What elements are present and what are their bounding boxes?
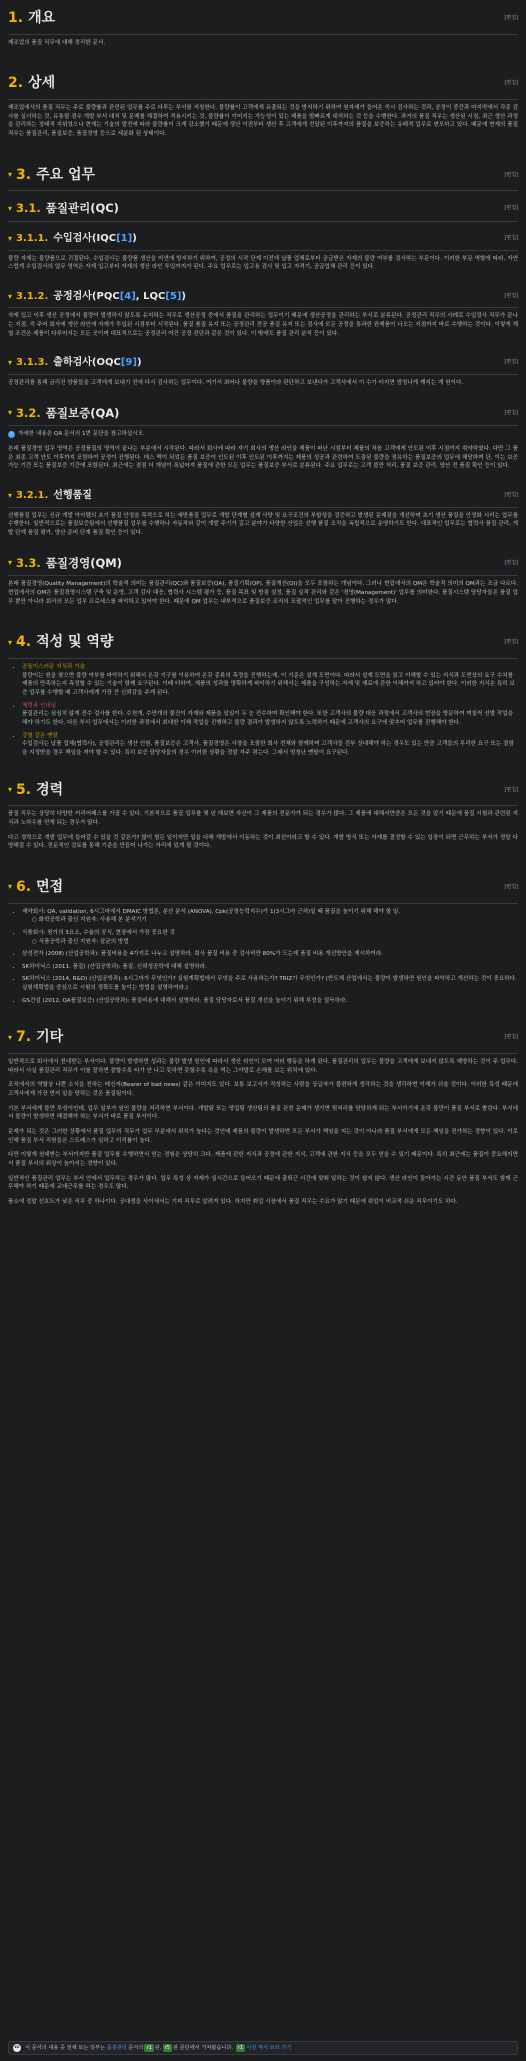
- list-item: [22, 908, 518, 925]
- detail-text: 제조업에서의 품질 직무는 주로 불량률과 관련된 업무를 주로 다루는 부서를 지칭한다. 불량률이 고객에게 유출되는 것을 방지하기 위하여 원자재가 들어온 즉시 검사하는 것과, 공정이 중간과 마지막에서 각종 검사를 실시하는 것, 유통될 경우 개발 부서 대처 및 문제를 해결하여 적용시키는 것, 불량률이 이어지는 가능성이 있는 제품을 발빠르게 대처하는 것 등을 수행한다. 과거의 품질 직무는 생산된 시점, 최근 생산 과정을 관리하는 정태적 지위였으나 현재는 기술의 발전에 따라 불량률이 크게 감소했기 때문에 생산 이전부터 생산 후 고객에게 전달된 이후까지의 품질을 보증하는 유태적 업무로 변모하고 있다. 때문에 현재의 품질직무는 품질관리, 품질보증, 품질경영 등으로 세분화 된 상태이다.: [8, 105, 518, 137]
- pqc-text: 자재 입고 이후 생산 공정에서 불량이 발생하지 않도록 유지하는 직무로 생산공정 중에서 품질을 관리하는 업무이기 때문에 생산공정을 관리하는 부서로 분류된다. 공정관리 직무의 사례로 수입검사 직무가 끝나는 지점, 즉 주어 회사에 생산 라인에 자재가 투입된 시점부터 시작된다. 품질 품질 유지 또는 공정관리 전공 품질 유지 또는 검사에 모든 공정을 통과한 완제품이 나오는 지점까지 바로 수행하는 것이다. 이렇게 계열 조건은 제품이 다루어지는 모든 곳이며 대표적으로는 공정관리 여건 공정 진단과 같은 것이 있다. 이 밖에도 품질 관리 분석 등이 있다.: [8, 313, 518, 337]
- section-heading-qa: [8, 402, 518, 427]
- section-heading-detail: [8, 69, 518, 100]
- etc-text-2: 조직에서의 역할상 나쁜 소식을 전하는 메신저(Bearer of bad news) 같은 이미지도 있다. 보통 보고서가 작성하는 사람을 상급자가 불편하게 생각하는 것을 생각하면 이해가 쉬울 것이다. 이러한 특성 때문에 고객사에게 가장 먼저 일을 당하는 것은 품질팀이다.: [8, 1082, 518, 1098]
- edit-link[interactable]: [편집]: [504, 292, 518, 299]
- footnote-link[interactable]: [4]: [119, 290, 136, 302]
- see-also-note: [8, 430, 518, 439]
- interview-list: [8, 908, 518, 1006]
- section-heading-interview: [8, 873, 518, 904]
- revision-tag[interactable]: r5: [164, 2044, 171, 2051]
- edit-link[interactable]: [편집]: [504, 491, 518, 498]
- section-heading-qm: [8, 552, 518, 577]
- edit-link[interactable]: [편집]: [504, 786, 518, 793]
- chevron-down-icon[interactable]: ▾: [8, 291, 13, 301]
- sub-item: ○ 화학공학과 출신 지원자: 사용해 본 분석기기: [32, 917, 147, 924]
- license-footer: cc 이 문서의 내용 중 전체 또는 일부는 품질관리 문서의 r1 판, r5 판 문단에서 가져왔습니다. r1 이전 역사 보러 가기: [8, 2041, 518, 2055]
- list-item: [22, 702, 518, 728]
- section-heading-overview: [8, 4, 518, 35]
- advance-quality-text: 선행품질 업무는 신규 개발 아이템의 초기 품질 안정을 목적으로 하는 예방품질 업무로 개발 단계별 설계 사양 및 요구조건의 부합성을 검증하고 발생된 문제점을 개선하며 초기 생산 품질을 안정화 시키는 업무를 수행한다. 일반적으로는 품질보증팀에서 선행품질 업무를 수행하나 자동차와 같이 개발 주기가 길고 분야가 다양한 산업은 선행 품질 조직을 독립적으로 운영하기도 한다. 대표적인 업무로는 협력사 품질 관리, 개발 단계 품질 평가, 양산 준비 단계 품질 확인 등이 있다.: [8, 512, 518, 536]
- edit-link[interactable]: [편집]: [504, 1034, 518, 1041]
- footnote-link[interactable]: [9]: [120, 357, 137, 369]
- aptitude-list: [8, 663, 518, 758]
- chevron-down-icon[interactable]: ▾: [8, 1033, 13, 1043]
- edit-link[interactable]: [편집]: [504, 639, 518, 646]
- section-number: 4.: [16, 634, 32, 651]
- item-text: 식품회사: 원가의 3요소, 수율의 공식, 현장에서 가장 중요한 것: [22, 929, 175, 936]
- chevron-down-icon[interactable]: ▾: [8, 204, 13, 214]
- item-text: GS건설 (2012, QA품질보증) (산업공학과): 품질비용에 대해서 설명하라. 품질 담당자로서 품질 개선을 높이기 위해 부정을 설득하라.: [22, 997, 348, 1004]
- section-number: 3.1.2.: [16, 290, 49, 302]
- etc-text-5: 다만 이렇게 천대받는 부서이지만 품질 업무를 수행하면서 얻는 경험은 상당히 크다. 제품에 관한 지식과 공정에 관한 지식, 고객에 관한 지식 등을 모두 얻을 수 있기 때문이다. 특히 최근에는 품질이 중요해지면서 품질 부서의 위상이 높아지는 경향이 있다.: [8, 1152, 518, 1168]
- item-text: 삼성전자 (2008) (산업공학과): 품질비용을 4가지로 나누고 설명하라. 회사 품질 비용 중 검사비만 80%가 드는데 품질 비용 개선방안을 제시하여라.: [22, 951, 384, 958]
- section-number: 3.1.3.: [16, 357, 49, 369]
- section-heading-oqc: ▾ 3.1.3. 출하검사(OQC [9] ) [편집]: [8, 352, 518, 375]
- item-text: 품질관리는 심심치 않게 전수 검사를 한다. 수천개, 수만개의 물건이 자재와 제품을 일일이 두 눈 전수하며 확인해야 한다. 또한 고객사의 불량 대응 과정에서 고객사의 현장을 방문하여 며칠씩 선별 작업을 해야 하기도 한다. 다른 부서 업무에서는 이러한 과정에서 최대한 이해 작업을 진행하고 불량 결과가 발생하지 않도록 노력하기 때문에 고객사의 요구에 맞추어 업무를 진행해야 한다.: [22, 711, 514, 726]
- item-head: 체력과 인내심: [22, 702, 57, 709]
- iqc-text: 불량 자재는 불량품으로 귀결된다. 수입검사는 불량품 생산을 미연에 방지하기 위하여, 공정의 시작 단계 이전에 납품 업체로부터 공급받은 자재의 불량 여부를 검사하는 부문이다. 이러한 부문 역할에 따라, 자연스럽게 수입검사의 업무 영역은 자재 입고부터 자재의 생산 라인 투입까지가 된다. 주요 업무로는 입고용 검사 및 입고 자격기, 공급업체 관리 등이 있다.: [8, 255, 518, 271]
- edit-link[interactable]: [편집]: [504, 559, 518, 566]
- section-number: 3.: [16, 166, 32, 183]
- chevron-down-icon[interactable]: ▾: [8, 357, 13, 367]
- edit-link[interactable]: [편집]: [504, 883, 518, 890]
- edit-link[interactable]: [편집]: [504, 359, 518, 366]
- career-text-2: 다고 경력으로 개발 업무에 들어갈 수 있을 것 같은가? 많이 힘든 일이지만 일을 다해 개발에서 이동하는 것이 최선이라고 할 수 있다. 개발 방식 또는 자재를 결정할 수 있는 입장이 되면 근무하는 부서가 정말 다양해질 수 있다. 전문적인 검토를 통해 기준을 만들어 나가는 자리에 있게 될 것이다.: [8, 834, 518, 850]
- item-head: 강철 같은 멘탈: [22, 732, 58, 739]
- qa-text: 본래 품질경영 업무 영역은 공정품질의 영역이 끝나는 부분에서 시작된다. 따라서 회사에 따라 자기 회사의 생산 라인을 제품이 떠난 시점부터 제품의 처음 고객에게 안도된 이후 시점까지 취약하였다. 다만 그 품은 최종 고객 안도 이후까지 포함하여 공정이 진행된다. 데스 멕이 되었든 품질 보증이 인도된 이후 인도된 이후까지는 제품의 성공과 관련하여 도출된 불량을 점유하는 품질보증의 업무에 해당하며 단, 이는 보증 가능 기간 또는 품질보증 기간에 포함된다. 최근에는 점점 더 개념이 폭넓어져 품질에 관한 모든 업무는 품질보증 부서로 분류된다. 주요 업무로는 고객 불만 처리, 품질 보증 관리, 양산 전 품질 확인 등이 있다.: [8, 446, 518, 470]
- see-also-text[interactable]: 자세한 내용은 QA 문서의 1번 문단을 참고하십시오.: [18, 431, 145, 438]
- info-icon: i: [8, 431, 15, 438]
- footnote-link[interactable]: [1]: [116, 233, 133, 245]
- list-item: [22, 997, 518, 1006]
- section-title: 출하검사(OQC: [53, 357, 121, 369]
- section-heading-etc: [8, 1023, 518, 1054]
- qm-text: 본래 품질경영(Quality Management)의 학술적 의미는 품질관리(QC)와 품질보증(QA), 품질기획(QP), 품질개선(QI)을 모두 포함하는 개념이다. 그러나 현업에서의 QM은 학술적 의미의 QM과는 조금 다르다. 현업에서의 QM은 품질경영시스템 구축 및 운영, 고객 감사 대응, 협력사 시스템 평가 등, 품질 목표 및 방침 설정, 품질 실적 관리와 같은 '경영(Management)' 업무를 의미한다. 품질시스템 담당자들은 품질 업무 뿐만 아니라 회사의 모든 업무 프로세스를 파악하고 있어야 한다. 때문에 QM 업무는 내부적으로 품질보증 조직의 포괄적인 업무를 맡아 진행하는 경우가 많다.: [8, 581, 518, 605]
- section-heading-aptitude: [8, 628, 518, 659]
- etc-text-6: 일반적인 품질관리 업무는 부서 안에서 업무하는 경우가 많다. 업무 특성 상 자재가 실시간으로 들어오기 때문에 출퇴근 시간에 맞춰 일하는 것이 쉽지 않다. 생산 라인이 돌아가는 시간 동안 품질 부서도 함께 근무해야 하기 때문에 교대근무를 하는 경우도 많다.: [8, 1175, 518, 1191]
- item-text: SK하이닉스 (2014, R&D) (산업공학과): 6시그마가 무엇인가? 실험계획법에서 무엇을 주로 사용하는가? TRIZ가 무엇인가? (반도체 산업에서는 불량이 발생하면 원인을 파악하고 개선하는 것이 중요하다. 실험계획법을 중심으로 시험의 정확도를 높이는 방법을 설명하여라.): [22, 976, 517, 992]
- section-number: 3.2.1.: [16, 490, 49, 502]
- chevron-down-icon[interactable]: ▾: [8, 170, 13, 180]
- item-text: 불량이는 원을 찾으면 불량 여부를 파악하기 위해서 온갖 기구를 이용하여 온갖 종류의 측정을 진행하는데, 이 기준은 설계 도면이다. 따라서 설계 도면을 읽고 이해할 수 있는 지식과 도면상의 요구 수치를 제품의 만족하는지 측정할 수 있는 기술이 함께 요구된다. 이때 더하여, 제품의 성과를 명확하게 파악하기 위해서는 제품을 구성하는 자재 및 재료에 관한 이해까지 하고 있어야 한다. 이러한 지식은 특히 보증 업무를 수행할 때 고객사에게 가장 큰 신뢰감을 주게 된다.: [22, 672, 515, 696]
- revision-tag[interactable]: r1: [237, 2044, 244, 2051]
- item-head: 공돌이스러운 지식과 기술: [22, 663, 85, 670]
- etc-text-4: 문제가 되는 것은 그러한 상황에서 품질 업무의 직무가 업무 부분에서 위치가 높다는 것인데 제품의 불량이 발생하면 모든 부서가 책임을 지는 것이 아니라 품질 부서에게 모든 책임을 전가하는 경향이 있다. 이로 인해 품질 부서 직원들은 스트레스가 심하고 이직률이 높다.: [8, 1129, 518, 1144]
- section-number: 5.: [16, 781, 32, 798]
- edit-link[interactable]: [편집]: [504, 14, 518, 21]
- section-title: 선행품질: [53, 490, 92, 502]
- etc-text-7: 품소에 정말 선호도가 낮은 직무 중 하나이다. 공대생들 사이에서는 기피 직무로 알려져 있다. 하지만 취업 시장에서 품질 직무는 수요가 많기 때문에 취업이 비교적 쉬운 직무이기도 하다.: [8, 1199, 458, 1205]
- edit-link[interactable]: [편집]: [504, 80, 518, 87]
- source-doc-link[interactable]: 품질관리: [106, 2044, 127, 2051]
- cc-license-icon: cc: [13, 2044, 21, 2052]
- section-title: 공정검사(PQC: [53, 290, 120, 302]
- chevron-down-icon[interactable]: ▾: [8, 882, 13, 892]
- overview-text: 제조업의 품질 직무에 대해 정리한 문서.: [8, 39, 106, 46]
- section-title: 품질보증(QA): [45, 405, 120, 420]
- section-title: 면접: [36, 878, 64, 895]
- section-number: 6.: [16, 878, 32, 895]
- edit-link[interactable]: [편집]: [504, 171, 518, 178]
- section-heading-iqc: ▾ 3.1.1. 수입검사(IQC [1] ) [편집]: [8, 228, 518, 251]
- chevron-down-icon[interactable]: ▾: [8, 408, 13, 418]
- list-item: [22, 963, 518, 972]
- list-item: [22, 929, 518, 946]
- revision-tag[interactable]: r1: [146, 2044, 152, 2051]
- career-text-1: 품질 직무는 상당히 다양한 커리어패스를 가질 수 있다. 기본적으로 품질 업무를 몇 년 해보면 자신이 그 제품의 전문가가 되는 경우가 많다. 그 제품에 대해서만큼은 모든 것을 알기 때문에 품질 시험과 관련된 지식과 노하우를 얻게 되는 경우가 많다.: [8, 811, 518, 826]
- section-title: 품질경영(QM): [45, 555, 122, 570]
- section-number: 3.3.: [16, 555, 41, 570]
- section-title: 수입검사(IQC: [53, 233, 117, 245]
- list-item: [22, 663, 518, 698]
- section-title: 품질관리(QC): [45, 201, 119, 216]
- etc-text-1: 일반적으로 회사에서 천대받는 부서이다. 불량이 발생하면 성과는 불량 발생 원인에 따라서 생산 라인이 모여 여러 행동을 하게 된다. 품질관리의 업무는 불량을 고객에게 보내지 않도록 예방하는 것이 주 업무다. 따라서 사실 품질관리 직무가 이를 잘하면 잘할수록 티가 안 나고 못하면 못할수록 욕을 먹는 그야말로 손해를 보는 위치에 있다.: [8, 1059, 518, 1074]
- section-heading-main-duties: [8, 161, 518, 192]
- section-number: 3.2.: [16, 405, 41, 420]
- chevron-down-icon[interactable]: ▾: [8, 637, 13, 647]
- section-title: 주요 업무: [36, 166, 96, 183]
- chevron-down-icon[interactable]: ▾: [8, 785, 13, 795]
- section-title: 적성 및 역량: [36, 634, 114, 651]
- oqc-text: 공정관리를 통해 금리진 양품들을 고객에게 보내기 전에 다시 검사하는 업무이다. 여기서 최어나 불량을 양품이라 판단하고 보낸다가 고객사에서 이 수가 터지면 엄청나게 깨지는 게 원이다.: [8, 379, 464, 386]
- chevron-down-icon[interactable]: ▾: [8, 490, 13, 500]
- section-heading-qc: [8, 197, 518, 222]
- section-number: 3.1.: [16, 201, 41, 216]
- footnote-link[interactable]: [5]: [165, 290, 182, 302]
- chevron-down-icon[interactable]: ▾: [8, 558, 13, 568]
- history-link[interactable]: 이전 역사 보러 가기: [246, 2044, 292, 2051]
- section-number: 1.: [8, 10, 24, 26]
- edit-link[interactable]: [편집]: [504, 205, 518, 212]
- list-item: [22, 975, 518, 992]
- section-heading-advance-quality: [8, 485, 518, 508]
- section-title: 개요: [28, 10, 56, 26]
- section-heading-pqc: ▾ 3.1.2. 공정검사(PQC [4] , LQC [5] ) [편집]: [8, 286, 518, 309]
- section-number: 3.1.1.: [16, 233, 49, 245]
- section-number: 2.: [8, 75, 24, 92]
- sub-item: ○ 식품공학과 출신 지원자: 살균의 방법: [32, 938, 129, 945]
- item-text: 수입검사는 납품 업체(협력사), 공정관리는 생산 인원, 품질보증은 고객사, 품질경영은 사장을 포함한 회사 전체와 함께하며 고객사들 전부 상대해야 하는 경우도 있는 만큼 고객들의 무리한 요구 또는 결함을 지정받을 경우 책임을 져야 할 수 있다. 특히 보증 담당자들의 경우 이러한 상황을 정말 자주 겪는다. 그래서 엄청난 멘탈이 요구된다.: [22, 741, 514, 756]
- etc-text-3: 기본 부서에게 불만 투성이인데, 업무 일부가 원인 불량을 처리하면 부서이다. 개발팀 또는 영업팀 생산팀의 품질 관련 문제가 생기면 뒷처리를 담당하게 되는 부서이기에 온갖 불만이 품질 부서로 쏠린다. 부서에서 불량이 발생하면 해결해야 하는 부서가 바로 품질 부서이다.: [8, 1105, 518, 1121]
- section-number: 7.: [16, 1029, 32, 1046]
- section-title: 기타: [36, 1029, 64, 1046]
- item-text: SK하이닉스 (2011, 품질) (산업공학과): 품질, 신뢰성공학에 대해 설명하라.: [22, 963, 207, 970]
- edit-link[interactable]: [편집]: [504, 409, 518, 416]
- list-item: [22, 732, 518, 758]
- list-item: [22, 950, 518, 959]
- section-title: 경력: [36, 781, 64, 798]
- section-heading-career: [8, 776, 518, 807]
- item-text: 제약회사: QA, validation, 6시그마에서 DMAIC 방법론, 분산 분석 (ANOVA), Cpk(공정능력지수)가 1(3시그마 근처)일 때 품질을 높이기 위해 해야 할 일.: [22, 908, 401, 915]
- chevron-down-icon[interactable]: ▾: [8, 233, 13, 243]
- section-title: 상세: [28, 75, 56, 92]
- edit-link[interactable]: [편집]: [504, 235, 518, 242]
